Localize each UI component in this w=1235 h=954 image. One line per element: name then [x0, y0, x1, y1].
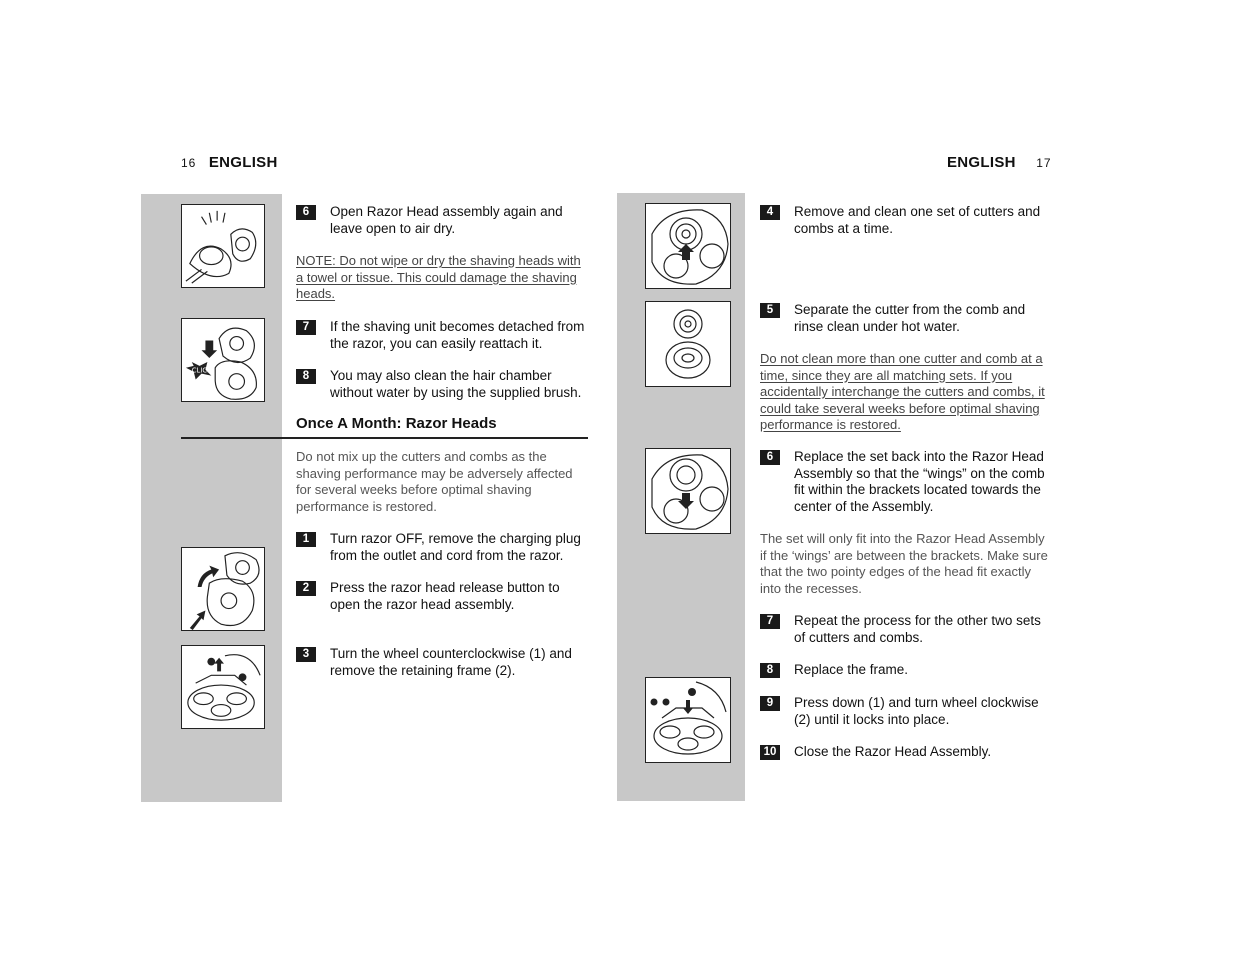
step-number-badge: 2	[296, 581, 316, 596]
step-number-badge: 6	[296, 205, 316, 220]
cutter-replace-illustration	[645, 448, 731, 534]
left-note-do-not-wipe: NOTE: Do not wipe or dry the shaving heads with a towel or tissue. This could damage the shaving heads.	[296, 253, 581, 301]
razor-reattach-click-illustration	[181, 318, 265, 402]
step-text: Press down (1) and turn wheel clockwise (2) until it locks into place.	[794, 695, 1039, 727]
left-step-1	[296, 531, 586, 564]
step-text: Separate the cutter from the comb and rinse clean under hot water.	[794, 302, 1026, 334]
left-intro-text: Do not mix up the cutters and combs as the shaving performance may be adversely affected for several weeks before optimal shaving performance is restored.	[296, 449, 573, 514]
step-text: Turn the wheel counterclockwise (1) and remove the retaining frame (2).	[330, 646, 572, 678]
right-page-header	[947, 154, 1052, 171]
step-text: Repeat the process for the other two sets of cutters and combs.	[794, 613, 1041, 645]
right-fit-note: The set will only fit into the Razor Head Assembly if the ‘wings’ are between the brackets. Make sure that the two pointy edges of the head fit exactly into the recesses.	[760, 531, 1048, 596]
section-title-razor-heads: Once A Month: Razor Heads	[296, 415, 497, 432]
right-step-6	[760, 449, 1050, 515]
step-number-badge: 7	[296, 320, 316, 335]
left-step-2	[296, 580, 586, 613]
step-number-badge: 8	[760, 663, 780, 678]
step-number-badge: 5	[760, 303, 780, 318]
step-number-badge: 9	[760, 696, 780, 711]
wheel-counterclockwise-illustration	[181, 645, 265, 729]
step-text: Press the razor head release button to open the razor head assembly.	[330, 580, 560, 612]
left-page-header	[181, 154, 278, 171]
step-text: If the shaving unit becomes detached from the razor, you can easily reattach it.	[330, 319, 585, 351]
right-step-8	[760, 662, 1050, 679]
step-text: Remove and clean one set of cutters and combs at a time.	[794, 204, 1041, 236]
section-rule	[181, 437, 588, 439]
step-number-badge: 4	[760, 205, 780, 220]
step-text: Turn razor OFF, remove the charging plug from the outlet and cord from the razor.	[330, 531, 581, 563]
razor-head-release-illustration	[181, 547, 265, 631]
left-page-number: 16	[181, 156, 197, 170]
step-text: Replace the frame.	[794, 662, 909, 677]
cutter-removal-illustration	[645, 203, 731, 289]
step-text: Open Razor Head assembly again and leave open to air dry.	[330, 204, 563, 236]
step-text: Close the Razor Head Assembly.	[794, 744, 992, 759]
right-page-number: 17	[1036, 156, 1052, 170]
cutter-comb-separate-illustration	[645, 301, 731, 387]
left-step-3	[296, 646, 586, 679]
step-text: You may also clean the hair chamber without water by using the supplied brush.	[330, 368, 582, 400]
step-number-badge: 3	[296, 647, 316, 662]
right-step-10	[760, 744, 1050, 761]
right-step-9	[760, 695, 1050, 728]
click-label: CLICK	[191, 366, 212, 375]
left-step-8	[296, 368, 586, 401]
right-step-4	[760, 204, 1050, 237]
left-step-6	[296, 204, 586, 237]
frame-replace-clockwise-illustration	[645, 677, 731, 763]
right-step-5	[760, 302, 1050, 335]
step-number-badge: 8	[296, 369, 316, 384]
step-number-badge: 10	[760, 745, 780, 760]
right-warning-matching-sets: Do not clean more than one cutter and comb at a time, since they are all matching sets. If you accidentally interchange the cutters and combs, it could take several weeks before optimal shaving performance is restored.	[760, 351, 1045, 432]
step-number-badge: 6	[760, 450, 780, 465]
step-number-badge: 1	[296, 532, 316, 547]
razor-open-drying-illustration	[181, 204, 265, 288]
right-step-7	[760, 613, 1050, 646]
right-header-title: ENGLISH	[947, 154, 1016, 171]
step-text: Replace the set back into the Razor Head Assembly so that the “wings” on the comb fit within the brackets located towards the center of the Assembly.	[794, 449, 1045, 514]
left-step-7	[296, 319, 586, 352]
step-number-badge: 7	[760, 614, 780, 629]
left-header-title: ENGLISH	[208, 154, 278, 171]
